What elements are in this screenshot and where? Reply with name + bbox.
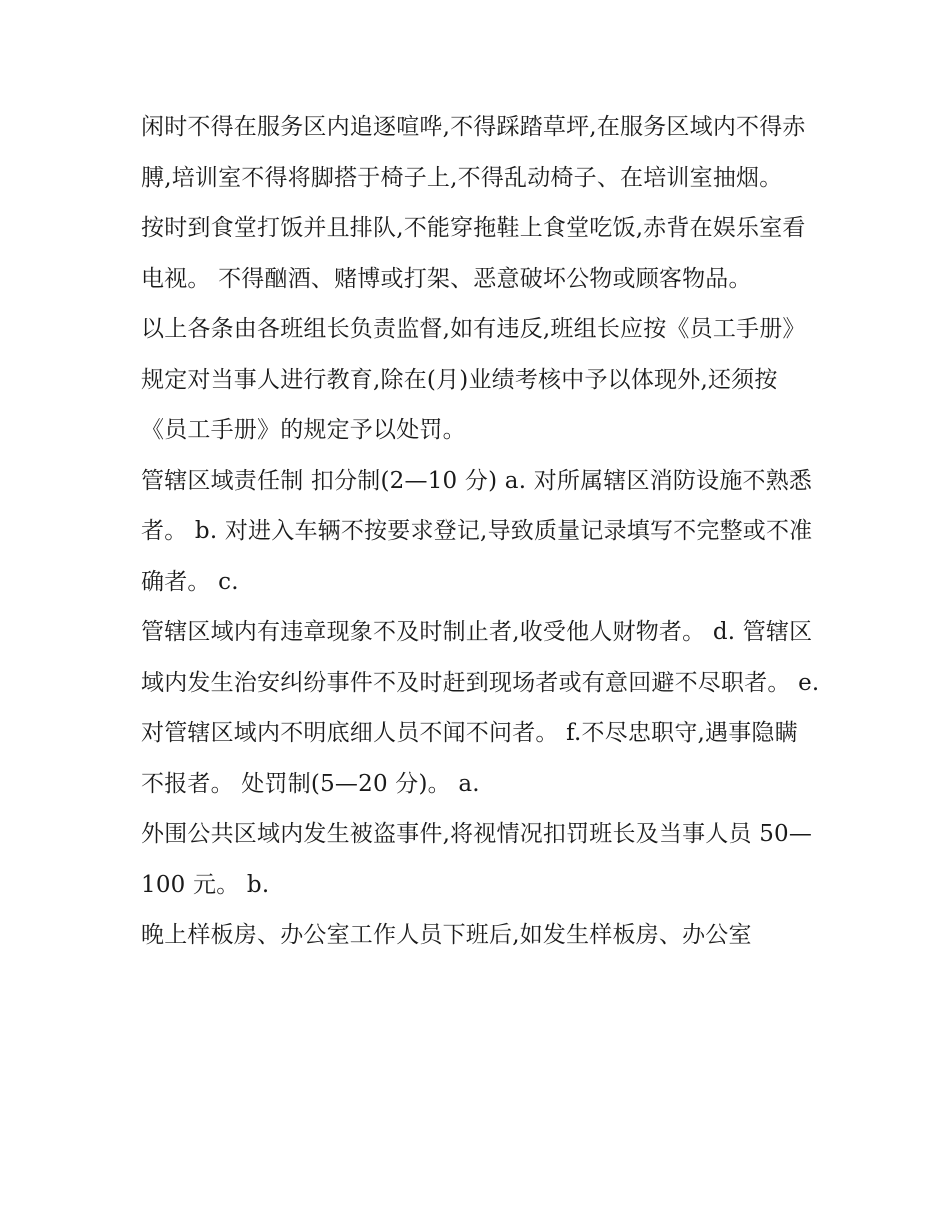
paragraph-service-area-rules: 闲时不得在服务区内追逐喧哗,不得踩踏草坪,在服务区域内不得赤膊,培训室不得将脚搭于椅子上,不得乱动椅子、在培训室抽烟。 bbox=[141, 114, 806, 191]
paragraph-after-hours: 晚上样板房、办公室工作人员下班后,如发生样板房、办公室 bbox=[141, 922, 752, 948]
paragraph-area-responsibility: 管辖区域责任制 扣分制(2—10 分) a. 对所属辖区消防设施不熟悉者。 b. 对进入车辆不按要求登记,导致质量记录填写不完整或不准确者。 c. bbox=[141, 467, 813, 595]
paragraph-theft-penalty: 外围公共区域内发生被盗事件,将视情况扣罚班长及当事人员 50—100 元。 b. bbox=[141, 821, 813, 898]
document-body bbox=[141, 102, 821, 961]
paragraph-violations: 管辖区域内有违章现象不及时制止者,收受他人财物者。 d. 管辖区域内发生治安纠纷事件不及时赶到现场者或有意回避不尽职者。 e. bbox=[141, 619, 820, 696]
paragraph-supervision: 以上各条由各班组长负责监督,如有违反,班组长应按《员工手册》规定对当事人进行教育,除在(月)业绩考核中予以体现外,还须按《员工手册》的规定予以处罚。 bbox=[141, 316, 806, 443]
paragraph-canteen-rules: 按时到食堂打饭并且排队,不能穿拖鞋上食堂吃饭,赤背在娱乐室看电视。 不得酗酒、赌博或打架、恶意破坏公物或顾客物品。 bbox=[141, 215, 806, 292]
paragraph-unknown-persons: 对管辖区域内不明底细人员不闻不问者。 f.不尽忠职守,遇事隐瞒不报者。 处罚制(5—20 分)。 a. bbox=[141, 720, 798, 797]
